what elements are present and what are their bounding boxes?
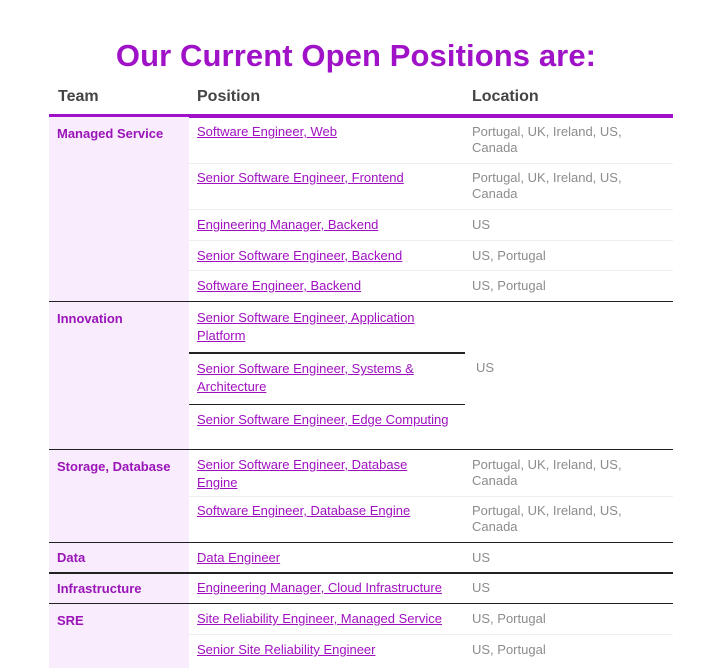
- position-location: Portugal, UK, Ireland, US, Canada: [472, 503, 622, 534]
- team-cell-storage-database: [49, 450, 189, 542]
- position-location: US: [476, 360, 495, 375]
- table-header: [49, 84, 673, 118]
- position-link[interactable]: Site Reliability Engineer, Managed Service: [197, 611, 442, 626]
- position-location: US, Portugal: [472, 248, 546, 263]
- header-position: Position: [197, 88, 261, 105]
- team-cell-infrastructure: [49, 574, 189, 603]
- position-link[interactable]: Senior Software Engineer, Frontend: [197, 170, 404, 185]
- header-team: Team: [58, 88, 99, 105]
- team-label: Managed Service: [57, 126, 164, 141]
- group-divider: [49, 603, 673, 604]
- position-link[interactable]: Senior Site Reliability Engineer: [197, 642, 376, 657]
- position-link[interactable]: Senior Software Engineer, Application Platform: [197, 310, 415, 343]
- position-link[interactable]: Engineering Manager, Backend: [197, 217, 379, 232]
- team-label: SRE: [57, 613, 84, 628]
- position-location: Portugal, UK, Ireland, US, Canada: [472, 170, 622, 201]
- position-location: US: [472, 550, 491, 565]
- page-title: Our Current Open Positions are:: [115, 38, 597, 73]
- team-label: Innovation: [57, 311, 123, 326]
- position-link[interactable]: Senior Software Engineer, Systems & Architecture: [197, 361, 414, 394]
- position-link[interactable]: Senior Software Engineer, Backend: [197, 248, 403, 263]
- position-location: US, Portugal: [472, 278, 546, 293]
- team-label: Infrastructure: [57, 581, 142, 596]
- row-divider: [189, 404, 465, 405]
- row-divider: [189, 270, 673, 271]
- position-link[interactable]: Senior Software Engineer, Database Engine: [197, 457, 408, 490]
- position-link[interactable]: Engineering Manager, Cloud Infrastructure: [197, 580, 442, 595]
- position-location: Portugal, UK, Ireland, US, Canada: [472, 124, 622, 155]
- position-link[interactable]: Software Engineer, Backend: [197, 278, 362, 293]
- row-divider: [189, 209, 673, 210]
- row-divider: [189, 163, 673, 164]
- position-location: US: [472, 580, 491, 595]
- row-divider: [189, 240, 673, 241]
- position-link[interactable]: Software Engineer, Web: [197, 124, 337, 139]
- position-location: Portugal, UK, Ireland, US, Canada: [472, 457, 622, 488]
- position-location: US, Portugal: [472, 642, 546, 657]
- group-divider: [49, 542, 673, 543]
- row-divider: [189, 352, 465, 354]
- position-link[interactable]: Software Engineer, Database Engine: [197, 503, 411, 518]
- position-location: US, Portugal: [472, 611, 546, 626]
- group-divider: [49, 572, 673, 574]
- team-cell-innovation: [49, 302, 189, 449]
- group-divider: [49, 449, 673, 450]
- team-cell-sre: [49, 604, 189, 668]
- row-divider: [189, 634, 673, 635]
- header-location: Location: [472, 88, 539, 105]
- position-link[interactable]: Senior Software Engineer, Edge Computing: [197, 412, 449, 427]
- position-link[interactable]: Data Engineer: [197, 550, 281, 565]
- team-label: Data: [57, 550, 86, 565]
- team-cell-data: [49, 543, 189, 572]
- team-cell-managed-service: [49, 117, 189, 301]
- row-divider: [189, 496, 673, 497]
- group-divider: [49, 301, 673, 302]
- position-location: US: [472, 217, 491, 232]
- team-label: Storage, Database: [57, 459, 171, 474]
